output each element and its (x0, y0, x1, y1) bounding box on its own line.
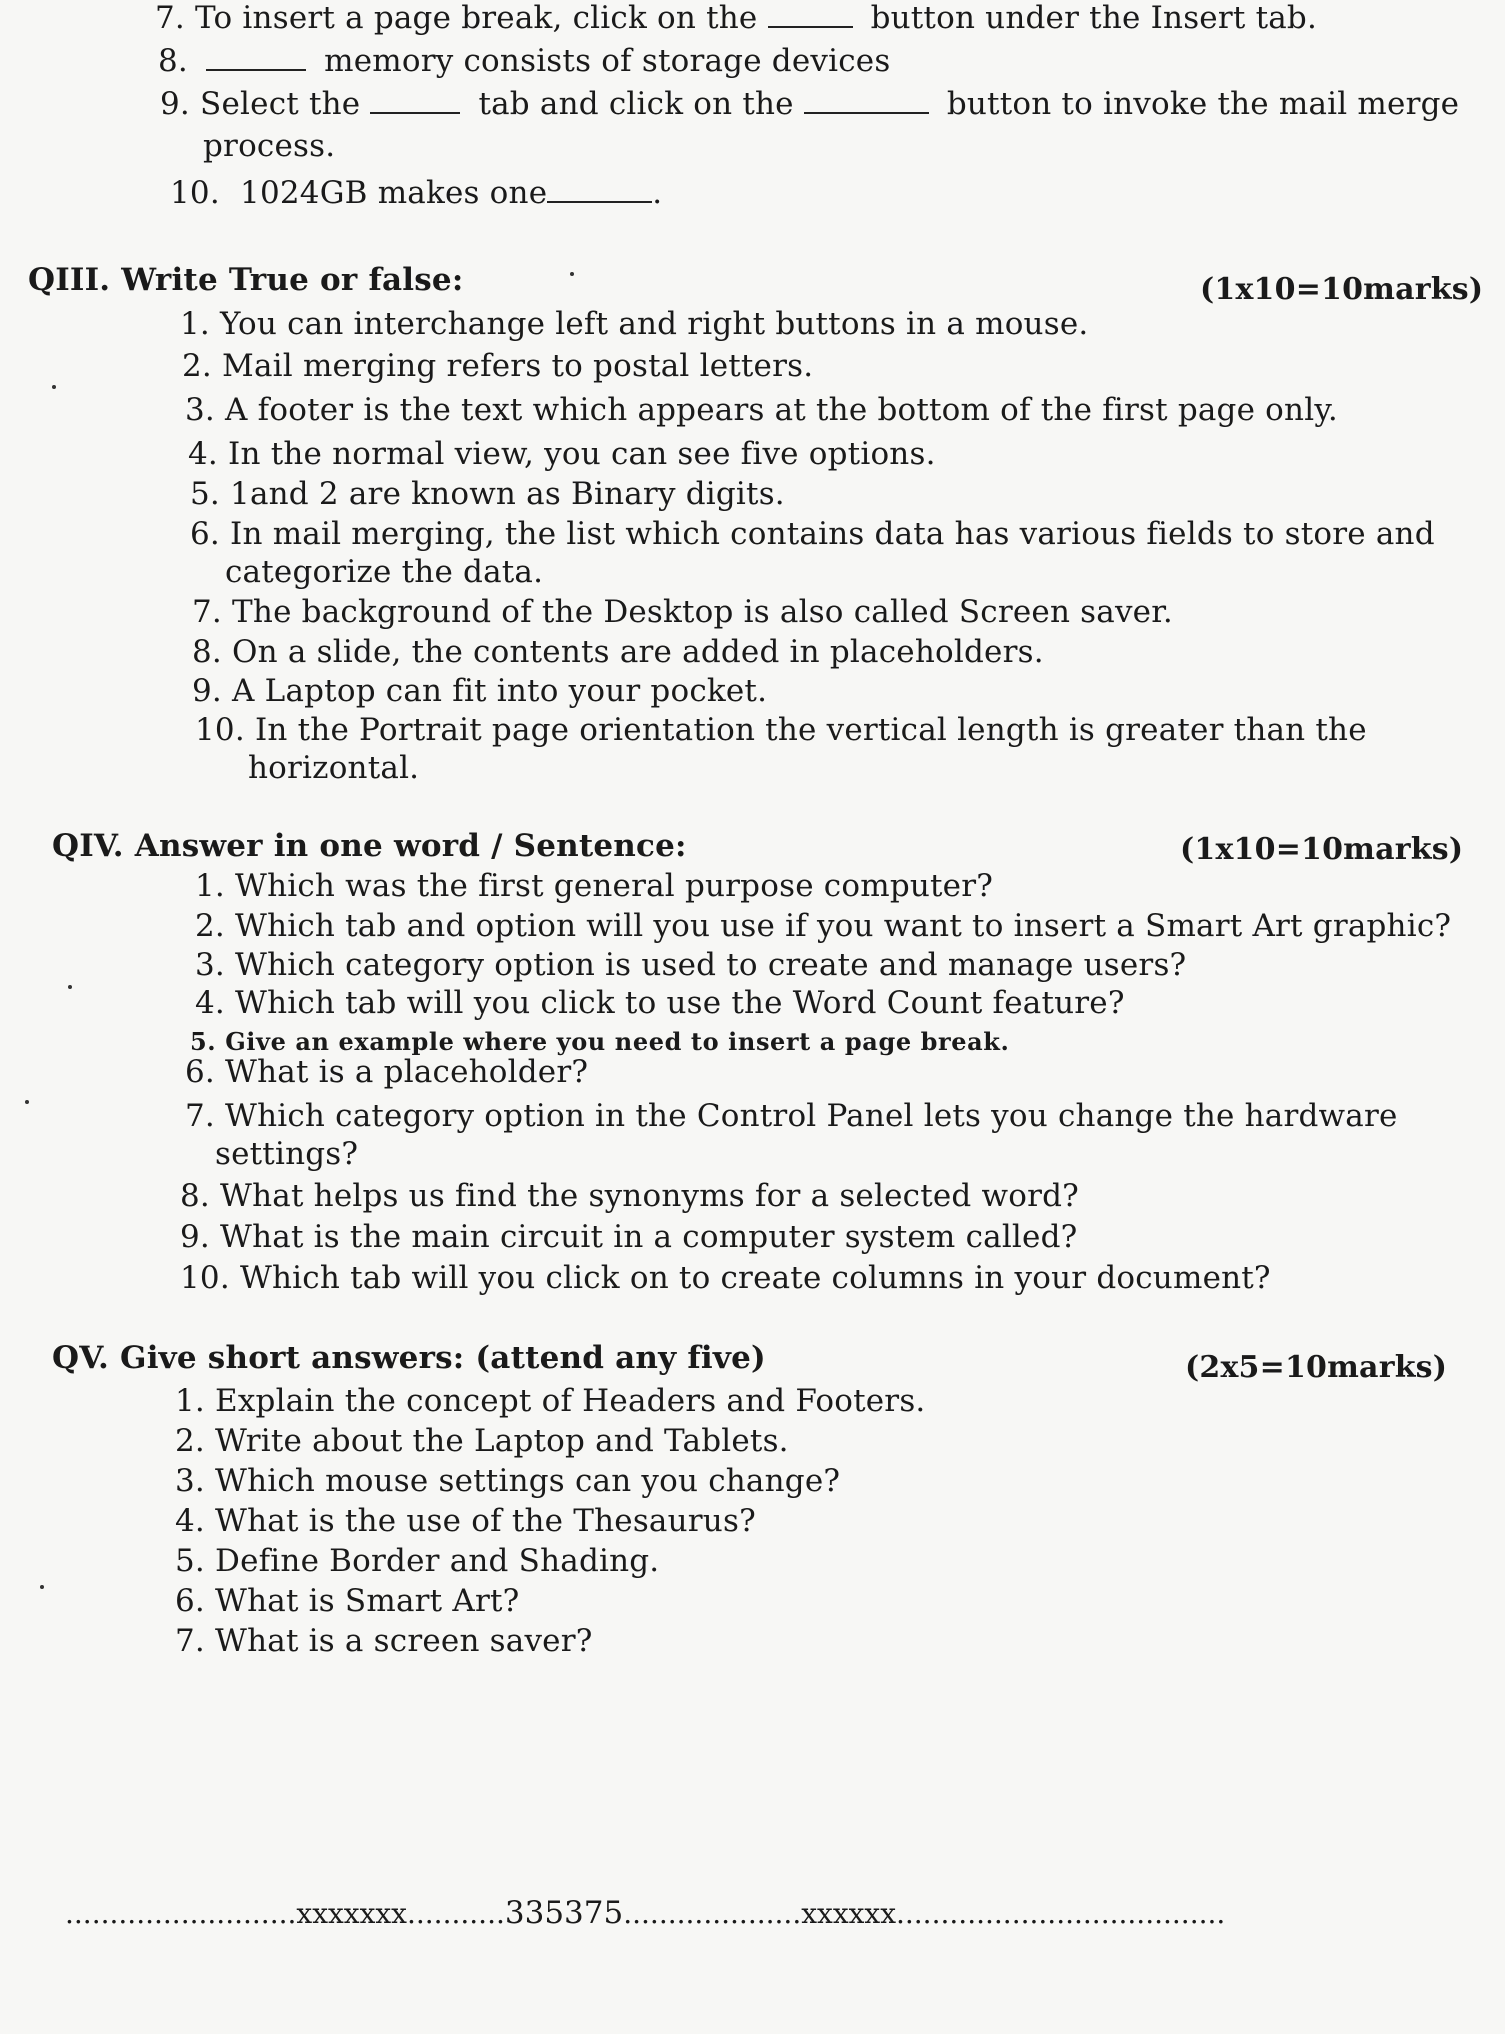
q2-item-8: 8. memory consists of storage devices (158, 43, 891, 79)
list-item: 1. You can interchange left and right buttons in a mouse. (180, 306, 1089, 342)
answer-blank (370, 108, 460, 114)
answer-blank (547, 197, 652, 203)
marks-q3: (1x10=10marks) (1200, 272, 1484, 307)
list-item: 7. Which category option in the Control Panel lets you change the hardware (185, 1098, 1398, 1134)
footer-number: 335375 (504, 1895, 624, 1931)
scan-speck (25, 1100, 29, 1104)
q2-item-10: 10. 1024GB makes one . (170, 175, 663, 211)
section-heading-q5: QV. Give short answers: (attend any five) (52, 1340, 766, 1376)
list-item: 3. Which category option is used to create and manage users? (195, 947, 1187, 983)
q2-item-9: 9. Select the tab and click on the button to invoke the mail merge (160, 86, 1460, 122)
q2-item-9-continued: process. (203, 128, 336, 164)
list-item: 10. Which tab will you click on to create columns in your document? (180, 1260, 1271, 1296)
list-item: 6. What is Smart Art? (175, 1583, 520, 1619)
scan-speck (68, 985, 72, 989)
list-item: 6. In mail merging, the list which contains data has various fields to store and (190, 516, 1435, 552)
list-item: settings? (215, 1136, 359, 1172)
list-item: 5. Define Border and Shading. (175, 1543, 660, 1579)
answer-blank (206, 65, 306, 71)
list-item: 2. Write about the Laptop and Tablets. (175, 1423, 789, 1459)
list-item: 1. Explain the concept of Headers and Footers. (175, 1383, 926, 1419)
list-item: 4. Which tab will you click to use the Word Count feature? (195, 985, 1125, 1021)
list-item: 3. Which mouse settings can you change? (175, 1463, 841, 1499)
marks-q4: (1x10=10marks) (1180, 832, 1464, 867)
list-item: 5. 1and 2 are known as Binary digits. (190, 476, 785, 512)
list-item: horizontal. (248, 750, 420, 786)
marks-q5: (2x5=10marks) (1185, 1350, 1448, 1385)
list-item: 6. What is a placeholder? (185, 1054, 589, 1090)
list-item: 8. What helps us find the synonyms for a selected word? (180, 1178, 1079, 1214)
list-item: categorize the data. (225, 554, 544, 590)
footer-leader: ..................................... (895, 1897, 1226, 1930)
list-item: 3. A footer is the text which appears at the bottom of the first page only. (185, 392, 1338, 428)
footer-leader: ........... (406, 1897, 505, 1930)
list-item: 5. Give an example where you need to insert a page break. (190, 1027, 1010, 1056)
footer-leader: .......................... (65, 1897, 297, 1930)
list-item: 4. In the normal view, you can see five options. (188, 436, 936, 472)
document-footer (65, 1895, 1410, 1931)
list-item: 8. On a slide, the contents are added in placeholders. (192, 634, 1044, 670)
list-item: 4. What is the use of the Thesaurus? (175, 1503, 756, 1539)
footer-code-left: xxxxxxx (296, 1897, 407, 1930)
list-item: 7. The background of the Desktop is also called Screen saver. (192, 594, 1173, 630)
list-item: 7. What is a screen saver? (175, 1623, 593, 1659)
list-item: 2. Which tab and option will you use if you want to insert a Smart Art graphic? (195, 908, 1452, 944)
list-item: 9. What is the main circuit in a computer system called? (180, 1219, 1078, 1255)
answer-blank (804, 108, 929, 114)
footer-leader: .................... (623, 1897, 802, 1930)
scan-speck (570, 272, 574, 276)
list-item: 1. Which was the first general purpose computer? (195, 868, 994, 904)
list-item: 9. A Laptop can fit into your pocket. (192, 673, 768, 709)
scan-speck (40, 1585, 44, 1589)
answer-blank (768, 22, 853, 28)
scan-speck (52, 385, 56, 389)
section-heading-q4: QIV. Answer in one word / Sentence: (52, 828, 687, 864)
section-heading-q3: QIII. Write True or false: (28, 262, 464, 298)
q2-item-7: 7. To insert a page break, click on the button under the Insert tab. (155, 0, 1318, 36)
list-item: 10. In the Portrait page orientation the vertical length is greater than the (195, 712, 1367, 748)
list-item: 2. Mail merging refers to postal letters. (182, 348, 814, 384)
footer-code-right: xxxxxx (801, 1897, 896, 1930)
